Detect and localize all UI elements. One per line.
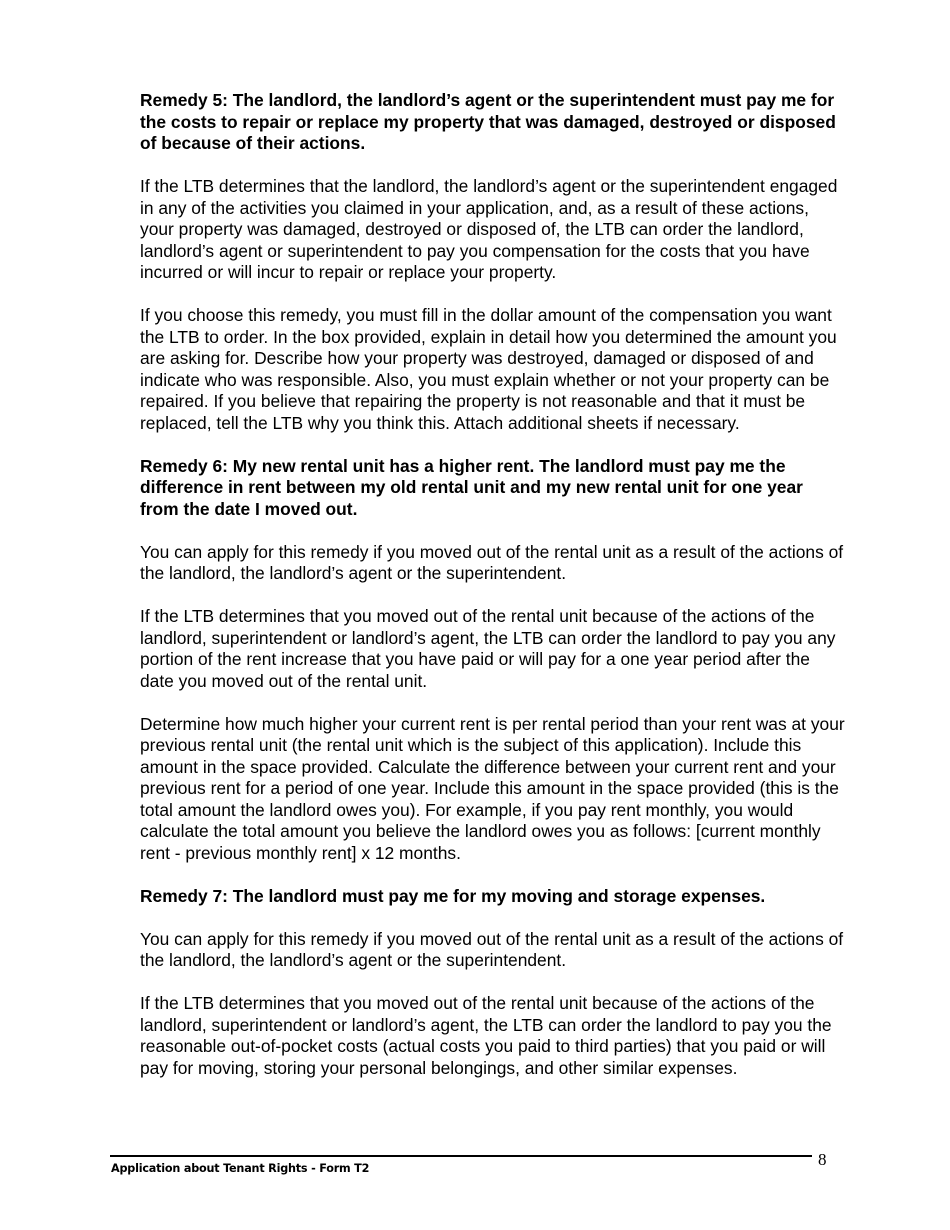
- remedy-6-paragraph-3: Determine how much higher your current rent is per rental period than your rent was at your previous rental unit (the rental unit which is the subject of this application). Include this amount in the space provided. Calculate the difference between your current rent and your previous rent for a period of one year. Include this amount in the space provided (this is the total amount the landlord owes you). For example, if you pay rent monthly, you would calculate the total amount you believe the landlord owes you as follows: [current monthly rent - previous monthly rent] x 12 months.: [140, 713, 845, 863]
- remedy-7-paragraph-1: You can apply for this remedy if you moved out of the rental unit as a result of the actions of the landlord, the landlord’s agent or the superintendent.: [140, 928, 844, 970]
- remedy-7-paragraph-2: If the LTB determines that you moved out of the rental unit because of the actions of the landlord, superintendent or landlord’s agent, the LTB can order the landlord to pay you the reasonable out-of-pocket costs (actual costs you paid to third parties) that you paid or will pay for moving, storing your personal belongings, and other similar expenses.: [140, 993, 832, 1078]
- footer-divider: [110, 1155, 812, 1157]
- document-body: [140, 90, 845, 1101]
- remedy-6-heading: Remedy 6: My new rental unit has a higher rent. The landlord must pay me the difference in rent between my old rental unit and my new rental unit for one year from the date I moved out.: [140, 455, 803, 519]
- remedy-5-heading: Remedy 5: The landlord, the landlord’s agent or the superintendent must pay me for the costs to repair or replace my property that was damaged, destroyed or disposed of because of their actions.: [140, 90, 836, 153]
- remedy-5-paragraph-2: If you choose this remedy, you must fill in the dollar amount of the compensation you want the LTB to order. In the box provided, explain in detail how you determined the amount you are asking for. Describe how your property was destroyed, damaged or disposed of and indicate who was responsible. Also, you must explain whether or not your property can be repaired. If you believe that repairing the property is not reasonable and that it must be replaced, tell the LTB why you think this. Attach additional sheets if necessary.: [140, 305, 837, 433]
- footer-form-title: Application about Tenant Rights - Form T2: [111, 1162, 370, 1175]
- page-number: 8: [818, 1150, 827, 1169]
- remedy-7-heading: Remedy 7: The landlord must pay me for my moving and storage expenses.: [140, 885, 766, 906]
- remedy-5-paragraph-1: If the LTB determines that the landlord, the landlord’s agent or the superintendent engaged in any of the activities you claimed in your application, and, as a result of these actions, your property was damaged, destroyed or disposed of, the LTB can order the landlord, landlord’s agent or superintendent to pay you compensation for the costs that you have incurred or will incur to repair or replace your property.: [140, 176, 838, 282]
- remedy-6-paragraph-2: If the LTB determines that you moved out of the rental unit because of the actions of the landlord, superintendent or landlord’s agent, the LTB can order the landlord to pay you any portion of the rent increase that you have paid or will pay for a one year period after the date you moved out of the rental unit.: [140, 606, 836, 691]
- remedy-6-paragraph-1: You can apply for this remedy if you moved out of the rental unit as a result of the actions of the landlord, the landlord’s agent or the superintendent.: [140, 541, 844, 583]
